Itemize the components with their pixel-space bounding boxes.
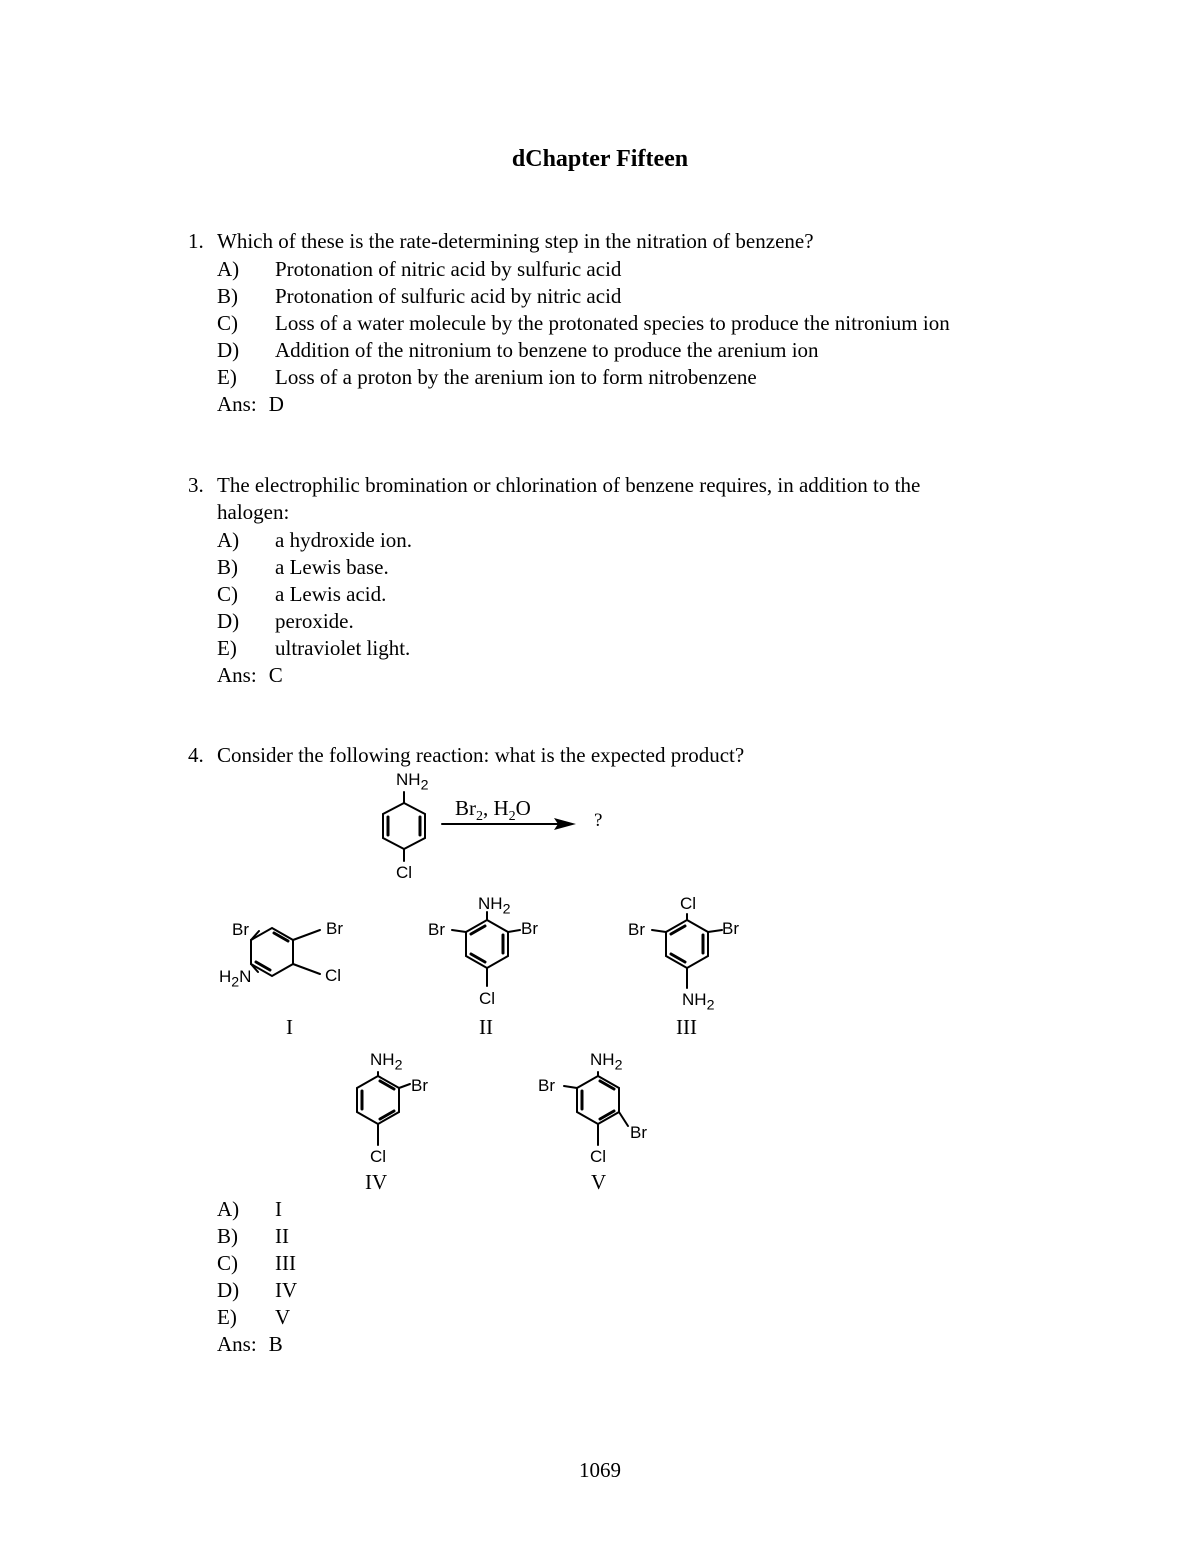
chlorine-label: Cl: [680, 894, 697, 913]
atom-label: NH: [396, 770, 421, 789]
atom-label: NH: [590, 1050, 615, 1069]
structure-label-iii: III: [676, 1015, 697, 1039]
bromine-label: Br: [326, 919, 343, 938]
question-number: 3.: [188, 473, 204, 497]
bromine-label: Br: [722, 919, 739, 938]
option-letter: B): [217, 1224, 238, 1248]
structure-v: [564, 1072, 628, 1145]
option-text: I: [275, 1197, 282, 1221]
structure-label-v: V: [591, 1170, 607, 1194]
option-letter: A): [217, 257, 240, 281]
subscript: 2: [508, 809, 516, 825]
answer-value: C: [268, 663, 283, 687]
option-letter: E): [217, 1305, 237, 1329]
option-text: a hydroxide ion.: [275, 528, 413, 552]
question-number: 4.: [188, 743, 204, 767]
reagents-label: [455, 796, 531, 825]
atom-label: NH: [682, 990, 707, 1009]
answer-label: Ans:: [217, 1332, 257, 1356]
option-letter: D): [217, 609, 240, 633]
option-text: a Lewis acid.: [275, 582, 387, 606]
option-letter: E): [217, 365, 237, 389]
option-letter: C): [217, 582, 238, 606]
answer-value: B: [268, 1332, 283, 1356]
subscript: 2: [614, 1057, 623, 1074]
structure-label-ii: II: [479, 1015, 493, 1039]
option-letter: C): [217, 311, 238, 335]
structure-label-i: I: [286, 1015, 293, 1039]
structure-ii: [452, 912, 520, 986]
reagent-text: , H: [483, 796, 509, 820]
option-letter: D): [217, 338, 240, 362]
option-text: Protonation of nitric acid by sulfuric acid: [275, 257, 622, 281]
chlorine-label: Cl: [396, 863, 413, 882]
bromine-label: Br: [538, 1076, 555, 1095]
page-title: dChapter Fifteen: [511, 146, 689, 172]
question-stem: Consider the following reaction: what is the expected product?: [217, 743, 745, 767]
atom-label: NH: [370, 1050, 395, 1069]
chlorine-label: Cl: [325, 966, 342, 985]
structure-i: [251, 928, 320, 976]
bromine-label: Br: [232, 920, 249, 939]
option-letter: C): [217, 1251, 238, 1275]
unknown-product: ?: [594, 810, 603, 831]
bromine-label: Br: [628, 920, 645, 939]
option-text: Loss of a water molecule by the protonated species to produce the nitronium ion: [275, 311, 950, 335]
reagent-text: Br: [455, 796, 476, 820]
amine-label: [682, 990, 714, 1013]
amine-label: [396, 770, 428, 793]
subscript: 2: [394, 1057, 403, 1074]
option-text: IV: [275, 1278, 298, 1302]
structure-iv: [357, 1072, 410, 1145]
question-number: 1.: [188, 229, 204, 253]
chlorine-label: Cl: [479, 989, 496, 1008]
option-text: a Lewis base.: [275, 555, 389, 579]
chlorine-label: Cl: [590, 1147, 607, 1166]
chlorine-label: Cl: [370, 1147, 387, 1166]
amine-label: [478, 894, 510, 917]
amine-label: [219, 967, 251, 990]
question-stem: Which of these is the rate-determining step in the nitration of benzene?: [217, 229, 814, 253]
atom-label: N: [239, 967, 252, 986]
option-text: Addition of the nitronium to benzene to produce the arenium ion: [275, 338, 819, 362]
subscript: 2: [420, 777, 429, 794]
option-text: III: [275, 1251, 296, 1275]
subscript: 2: [231, 974, 240, 991]
atom-label: H: [219, 967, 232, 986]
bromine-label: Br: [411, 1076, 428, 1095]
option-letter: E): [217, 636, 237, 660]
bromine-label: Br: [428, 920, 445, 939]
subscript: 2: [706, 997, 715, 1014]
subscript: 2: [476, 809, 483, 825]
amine-label: [590, 1050, 622, 1073]
answer-q4: [217, 1331, 283, 1358]
reactant-structure: [383, 792, 425, 861]
option-letter: A): [217, 1197, 240, 1221]
question-stem-line-1: The electrophilic bromination or chlorination of benzene requires, in addition to the: [217, 473, 921, 497]
option-letter: B): [217, 555, 238, 579]
option-text: Loss of a proton by the arenium ion to form nitrobenzene: [275, 365, 757, 389]
subscript: 2: [502, 901, 511, 918]
amine-label: [370, 1050, 402, 1073]
answer-label: Ans:: [217, 392, 257, 416]
structure-iii: [652, 914, 722, 988]
reagent-text: O: [515, 796, 531, 820]
answer-label: Ans:: [217, 663, 257, 687]
option-letter: A): [217, 528, 240, 552]
page-number: 1069: [579, 1458, 621, 1482]
option-text: V: [275, 1305, 291, 1329]
atom-label: NH: [478, 894, 503, 913]
answer-value: D: [268, 392, 284, 416]
option-text: ultraviolet light.: [275, 636, 411, 660]
option-text: II: [275, 1224, 289, 1248]
bromine-label: Br: [630, 1123, 647, 1142]
bromine-label: Br: [521, 919, 538, 938]
question-stem-line-2: halogen:: [217, 500, 290, 524]
option-letter: D): [217, 1278, 240, 1302]
option-text: Protonation of sulfuric acid by nitric acid: [275, 284, 622, 308]
structure-label-iv: IV: [365, 1170, 388, 1194]
option-letter: B): [217, 284, 238, 308]
option-text: peroxide.: [275, 609, 354, 633]
